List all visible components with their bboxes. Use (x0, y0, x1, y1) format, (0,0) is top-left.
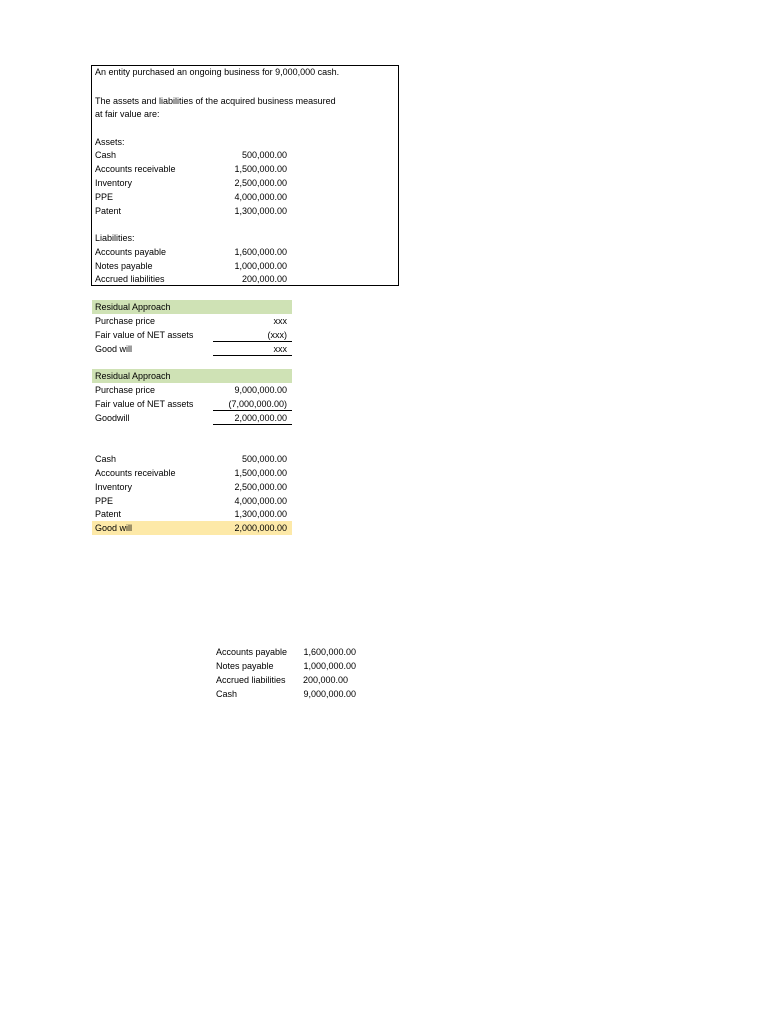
total-rule (213, 355, 292, 356)
residual-row-value: (xxx) (267, 330, 287, 340)
liability-label: Notes payable (95, 261, 153, 271)
debit-value: 1,500,000.00 (234, 468, 287, 478)
asset-value: 1,500,000.00 (234, 164, 287, 174)
total-rule (213, 424, 292, 425)
residual-row-label: Purchase price (95, 385, 156, 395)
credit-value: 1,000,000.00 (303, 661, 356, 671)
credit-label: Accounts payable (216, 647, 288, 657)
debit-label: Inventory (95, 482, 133, 492)
debit-label: Cash (95, 454, 117, 464)
residual-row-label: Goodwill (95, 413, 130, 423)
asset-value: 2,500,000.00 (234, 178, 287, 188)
debit-value: 4,000,000.00 (234, 496, 287, 506)
liability-value: 200,000.00 (241, 274, 287, 284)
residual-row-label: Fair value of NET assets (95, 399, 194, 409)
liability-value: 1,600,000.00 (234, 247, 287, 257)
debit-value: 2,000,000.00 (234, 523, 287, 533)
residual-row-value: xxx (273, 316, 287, 326)
liability-value: 1,000,000.00 (234, 261, 287, 271)
asset-value: 4,000,000.00 (234, 192, 287, 202)
residual-row-value: (7,000,000.00) (228, 399, 287, 409)
problem-line-2: The assets and liabilities of the acquired business measured (95, 96, 336, 106)
asset-label: Accounts receivable (95, 164, 176, 174)
residual-row-value: 9,000,000.00 (234, 385, 287, 395)
asset-value: 500,000.00 (241, 150, 287, 160)
residual-row-label: Good will (95, 344, 133, 354)
asset-label: Patent (95, 206, 122, 216)
debit-label: PPE (95, 496, 114, 506)
debit-label: Good will (95, 523, 133, 533)
debit-value: 500,000.00 (241, 454, 287, 464)
credit-value: 200,000.00 (302, 675, 349, 685)
problem-line-3: at fair value are: (95, 109, 160, 119)
liability-label: Accrued liabilities (95, 274, 165, 284)
debit-value: 1,300,000.00 (234, 509, 287, 519)
credit-label: Cash (216, 689, 238, 699)
asset-value: 1,300,000.00 (234, 206, 287, 216)
asset-label: Cash (95, 150, 117, 160)
asset-label: PPE (95, 192, 114, 202)
credit-value: 1,600,000.00 (303, 647, 356, 657)
problem-line-1: An entity purchased an ongoing business for 9,000,000 cash. (95, 67, 340, 77)
residual-row-value: xxx (273, 344, 287, 354)
debit-value: 2,500,000.00 (234, 482, 287, 492)
residual-row-value: 2,000,000.00 (234, 413, 287, 423)
residual-computed-title: Residual Approach (95, 371, 171, 381)
residual-row-label: Purchase price (95, 316, 156, 326)
credit-label: Accrued liabilities (216, 675, 286, 685)
assets-heading: Assets: (95, 137, 125, 147)
debit-label: Accounts receivable (95, 468, 176, 478)
debit-label: Patent (95, 509, 122, 519)
liabilities-heading: Liabilities: (95, 233, 135, 243)
liability-label: Accounts payable (95, 247, 167, 257)
credit-value: 9,000,000.00 (303, 689, 356, 699)
asset-label: Inventory (95, 178, 133, 188)
credit-label: Notes payable (216, 661, 274, 671)
residual-row-label: Fair value of NET assets (95, 330, 194, 340)
residual-template-title: Residual Approach (95, 302, 171, 312)
